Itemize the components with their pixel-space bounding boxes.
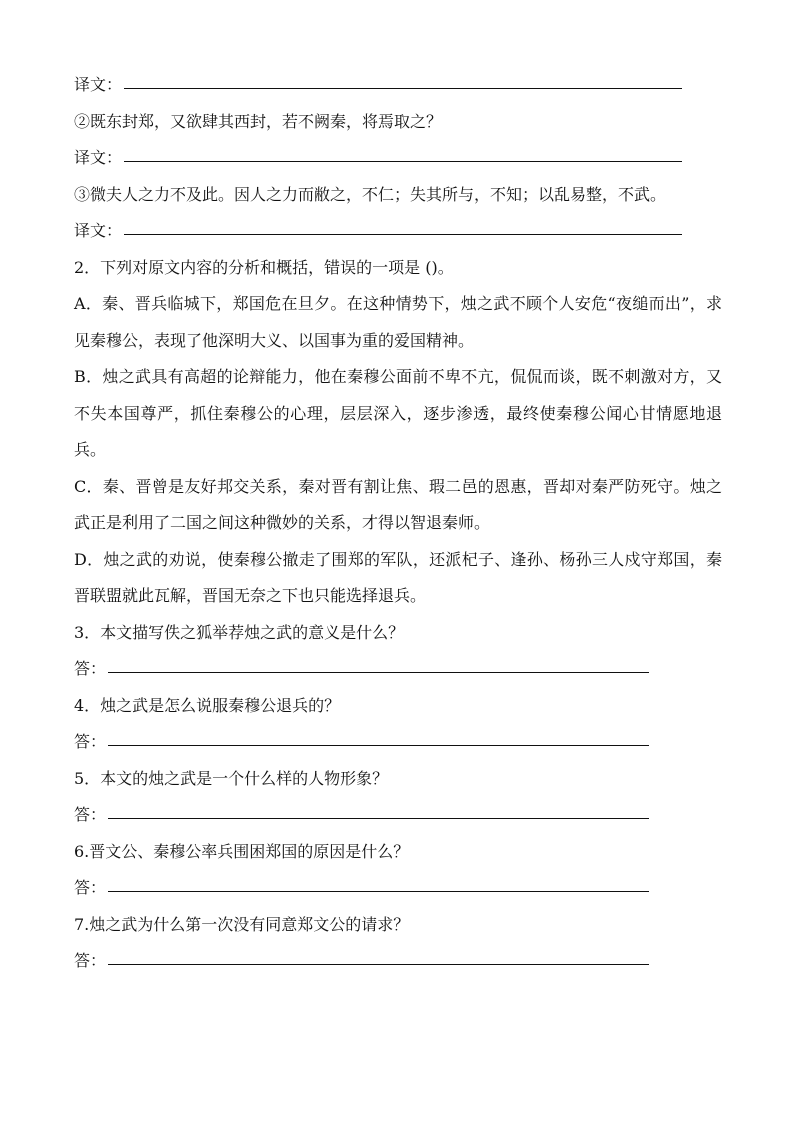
answer-line-7	[74, 943, 722, 980]
answer-blank[interactable]	[108, 672, 649, 673]
question-2-option-d: D．烛之武的劝说，使秦穆公撤走了围郑的军队，还派杞子、逢孙、杨孙三人戍守郑国，秦晋联盟就此瓦解，晋国无奈之下也只能选择退兵。	[74, 549, 722, 605]
answer-blank[interactable]	[108, 745, 649, 746]
translation-label: 译文：	[74, 148, 123, 167]
question-2-option-b: B．烛之武具有高超的论辩能力，他在秦穆公面前不卑不亢，侃侃而谈，既不刺激对方，又不失本国尊严，抓住秦穆公的心理，层层深入，逐步渗透，最终使秦穆公闻心甘情愿地退兵。	[74, 367, 722, 459]
answer-label: 答：	[74, 805, 107, 824]
question-7: 7.烛之武为什么第一次没有同意郑文公的请求？	[74, 914, 410, 934]
translation-line-1	[74, 67, 722, 104]
translation-blank[interactable]	[124, 161, 682, 162]
translation-label: 译文：	[74, 75, 123, 94]
answer-line-6	[74, 870, 722, 907]
answer-line-4	[74, 724, 722, 761]
translation-blank[interactable]	[124, 234, 682, 235]
translation-blank[interactable]	[124, 88, 682, 89]
document-content	[74, 67, 722, 980]
question-3: 3．本文描写佚之狐举荐烛之武的意义是什么？	[74, 622, 405, 642]
translation-line-3	[74, 213, 722, 250]
q1-item-3: ③微夫人之力不及此。因人之力而敝之，不仁；失其所与，不知；以乱易整，不武。	[74, 184, 667, 204]
answer-blank[interactable]	[108, 964, 649, 965]
question-5: 5．本文的烛之武是一个什么样的人物形象？	[74, 768, 389, 788]
question-6: 6.晋文公、秦穆公率兵围困郑国的原因是什么？	[74, 841, 410, 861]
answer-blank[interactable]	[108, 891, 649, 892]
answer-line-5	[74, 797, 722, 834]
question-2-option-a: A．秦、晋兵临城下，郑国危在旦夕。在这种情势下，烛之武不顾个人安危“夜缒而出”，求见秦穆公，表现了他深明大义、以国事为重的爱国精神。	[74, 294, 722, 350]
answer-label: 答：	[74, 951, 107, 970]
question-4: 4．烛之武是怎么说服秦穆公退兵的？	[74, 695, 341, 715]
q1-item-2: ②既东封郑，又欲肆其西封，若不阙秦，将焉取之？	[74, 111, 443, 131]
answer-label: 答：	[74, 732, 107, 751]
translation-label: 译文：	[74, 221, 123, 240]
translation-line-2	[74, 140, 722, 177]
answer-blank[interactable]	[108, 818, 649, 819]
answer-line-3	[74, 651, 722, 688]
answer-label: 答：	[74, 659, 107, 678]
question-2-stem: 2．下列对原文内容的分析和概括，错误的一项是 ()。	[74, 257, 454, 277]
answer-label: 答：	[74, 878, 107, 897]
question-2-option-c: C．秦、晋曾是友好邦交关系，秦对晋有割让焦、瑕二邑的恩惠，晋却对秦严防死守。烛之武正是利用了二国之间这种微妙的关系，才得以智退秦师。	[74, 476, 722, 532]
